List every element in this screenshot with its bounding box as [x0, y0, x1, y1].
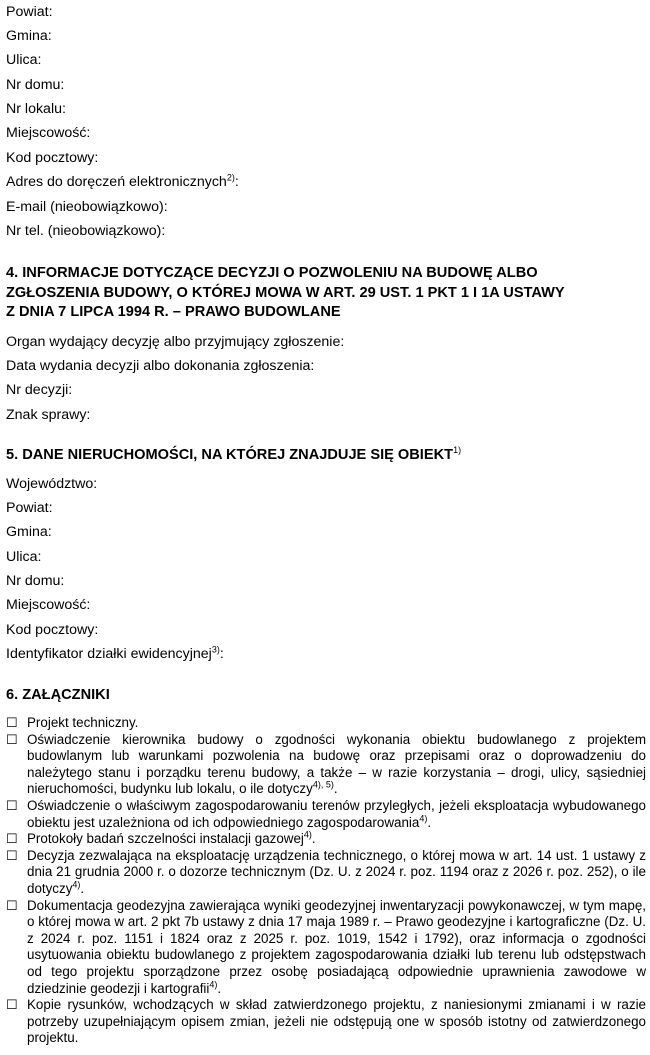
attachment-label: Decyzja zezwalająca na eksploatację urządzenia technicznego, o której mowa w art. 14 ust. 1 ustawy z dnia 21 grudnia 2000 r. o dozorze technicznym (Dz. U. z 2024 r. poz. 1194 oraz z 2026 r. poz. 252), o ile dotyczy: [27, 847, 646, 896]
attachment-end: .: [427, 814, 432, 830]
attachment-text: [27, 732, 646, 798]
attachment-item: [6, 798, 646, 831]
attachment-text: [27, 831, 646, 848]
field-kod-pocztowy-2: Kod pocztowy:: [6, 622, 99, 638]
attachment-text: [27, 715, 646, 732]
attachment-label: Oświadczenie kierownika budowy o zgodności wykonania obiektu budowlanego z projektem budowlanym lub warunkami pozwolenia na budowę oraz przepisami oraz o doprowadzeniu do należytego stanu i porządku terenu budowy, a także – w razie korzystania – drogi, ulicy, sąsiedniej nieruchomości, budynku lub lokalu, o ile dotyczy: [27, 731, 646, 797]
attachment-item: [6, 715, 646, 732]
footnote-ref: 4), 5): [312, 779, 334, 790]
field-nr-lokalu: Nr lokalu:: [6, 101, 66, 117]
attachment-label: Kopie rysunków, wchodzących w skład zatwierdzonego projektu, z naniesionymi zmianami i w razie potrzeby uzupełniającym opisem zmian, jeżeli nie odstępują one w sposób istotny od zatwierdzonego projektu.: [27, 997, 646, 1046]
field-suffix: :: [219, 646, 224, 662]
footnote-ref: 4): [419, 813, 428, 824]
field-miejscowosc-2: Miejscowość:: [6, 597, 91, 613]
field-powiat: Powiat:: [6, 4, 53, 20]
footnote-ref: 4): [72, 879, 81, 890]
attachment-label: Protokoły badań szczelności instalacji gazowej: [27, 831, 304, 847]
field-kod-pocztowy: Kod pocztowy:: [6, 150, 99, 166]
field-ulica-2: Ulica:: [6, 549, 42, 565]
field-phone: Nr tel. (nieobowiązkowo):: [6, 223, 166, 239]
attachment-item: [6, 831, 646, 848]
field-powiat-2: Powiat:: [6, 500, 53, 516]
attachment-item: [6, 997, 646, 1047]
attachment-label: Dokumentacja geodezyjna zawierająca wyniki geodezyjnej inwentaryzacji powykonawczej, w tym mapę, o której mowa w art. 2 pkt 7b ustawy z dnia 17 maja 1989 r. – Prawo geodezyjne i kartograficzne (Dz. U. z 2024 r. poz. 1151 i 1824 oraz z 2025 r. poz. 1019, 1542 i 1792), oraz informacja o zgodności usytuowania obiektu budowlanego z projektem zagospodarowania działki lub terenu lub odstępstwach od tego projektu sporządzone przez osobę posiadającą odpowiednie uprawnienia zawodowe w dziedzinie geodezji i kartografii: [27, 897, 646, 996]
field-nr-decyzji: Nr decyzji:: [6, 382, 73, 398]
checkbox[interactable]: ☐: [6, 897, 18, 913]
field-email: E-mail (nieobowiązkowo):: [6, 199, 168, 215]
footnote-ref: 3): [211, 644, 220, 655]
attachment-text: [27, 997, 646, 1047]
field-identyfikator-dzialki: [6, 645, 224, 663]
field-znak-sprawy: Znak sprawy:: [6, 407, 91, 423]
section-4-heading-line: ZGŁOSZENIA BUDOWY, O KTÓREJ MOWA W ART. 29 UST. 1 PKT 1 I 1A USTAWY: [6, 284, 565, 301]
attachments-list: [6, 715, 646, 1047]
field-miejscowosc: Miejscowość:: [6, 125, 91, 141]
attachment-item: [6, 848, 646, 898]
attachment-item: [6, 898, 646, 998]
checkbox[interactable]: ☐: [6, 847, 18, 863]
attachment-label: Projekt techniczny.: [27, 715, 139, 730]
field-nr-domu-2: Nr domu:: [6, 573, 65, 589]
footnote-ref: 2): [226, 172, 235, 183]
attachment-label: Oświadczenie o właściwym zagospodarowaniu terenów przyległych, jeżeli eksploatacja wybudowanego obiektu jest uzależniona od ich odpowiedniego zagospodarowania: [27, 797, 646, 830]
attachment-end: .: [333, 781, 338, 797]
field-organ: Organ wydający decyzję albo przyjmujący zgłoszenie:: [6, 334, 345, 350]
checkbox[interactable]: ☐: [6, 731, 18, 747]
field-data-wydania: Data wydania decyzji albo dokonania zgłoszenia:: [6, 358, 315, 374]
field-adres-doreczen: [6, 173, 239, 191]
field-identyfikator-label: Identyfikator działki ewidencyjnej: [6, 646, 212, 662]
checkbox[interactable]: ☐: [6, 997, 18, 1013]
checkbox[interactable]: ☐: [6, 715, 18, 730]
field-gmina-2: Gmina:: [6, 524, 52, 540]
attachment-item: [6, 732, 646, 798]
section-4-heading: [6, 264, 646, 323]
attachment-end: .: [80, 880, 85, 896]
section-6-heading: 6. ZAŁĄCZNIKI: [6, 687, 110, 703]
attachment-text: [27, 848, 646, 898]
attachment-text: [27, 898, 646, 998]
field-gmina: Gmina:: [6, 28, 52, 44]
checkbox[interactable]: ☐: [6, 797, 18, 813]
footnote-ref: 4): [303, 829, 312, 840]
checkbox[interactable]: ☐: [6, 831, 18, 847]
section-4-heading-line: 4. INFORMACJE DOTYCZĄCE DECYZJI O POZWOLENIU NA BUDOWĘ ALBO: [6, 265, 538, 281]
section-4-heading-line: Z DNIA 7 LIPCA 1994 R. – PRAWO BUDOWLANE: [6, 304, 341, 320]
footnote-ref: 1): [453, 445, 462, 456]
attachment-end: .: [217, 980, 222, 996]
field-nr-domu: Nr domu:: [6, 77, 65, 93]
attachment-text: [27, 798, 646, 831]
field-suffix: :: [234, 174, 239, 190]
footnote-ref: 4): [209, 979, 218, 990]
field-adres-doreczen-label: Adres do doręczeń elektronicznych: [6, 174, 227, 190]
field-ulica: Ulica:: [6, 52, 42, 68]
section-5-heading-text: 5. DANE NIERUCHOMOŚCI, NA KTÓREJ ZNAJDUJE SIĘ OBIEKT: [6, 447, 454, 463]
field-wojewodztwo: Województwo:: [6, 476, 98, 492]
section-5-heading: [6, 446, 646, 466]
attachment-end: .: [311, 831, 316, 847]
